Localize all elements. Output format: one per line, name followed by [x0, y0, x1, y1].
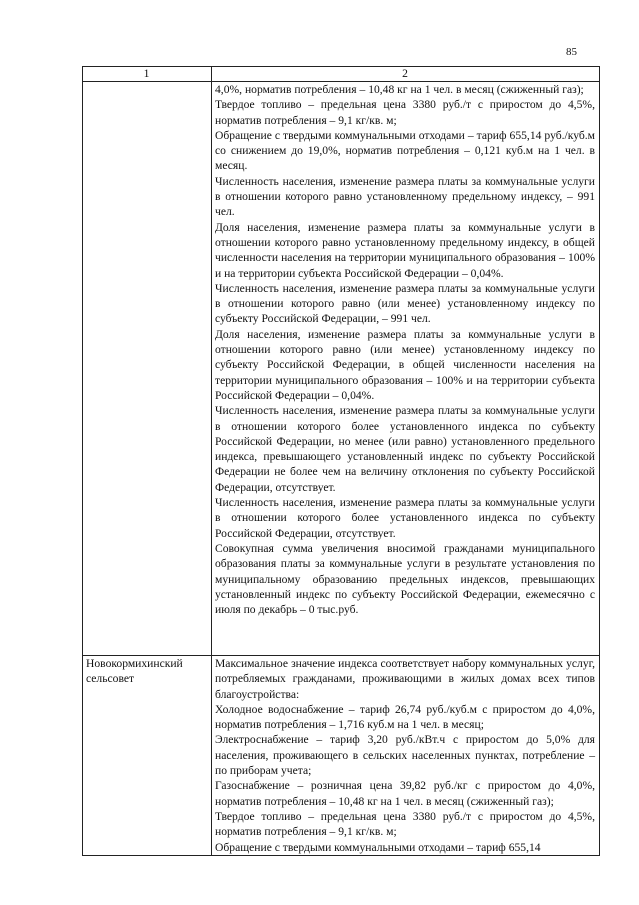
- paragraph: Газоснабжение – розничная цена 39,82 руб./кг с приростом до 4,0%, норматив потребления – 10,48 кг на 1 чел. в месяц (сжиженный газ);: [215, 779, 595, 808]
- column-header-1: 1: [83, 67, 212, 82]
- table-header-row: [83, 67, 600, 82]
- column-header-2: 2: [212, 67, 600, 82]
- document-table: [82, 66, 600, 856]
- paragraph: Твердое топливо – предельная цена 3380 руб./т с приростом до 4,5%, норматив потребления – 9,1 кг/кв. м;: [215, 809, 595, 839]
- description-cell: [212, 82, 600, 656]
- paragraph: Совокупная сумма увеличения вносимой гражданами муниципального образования платы за коммунальные услуги в результате установления по муниципальному образованию предельных индексов, превышающих установленный индекс по субъекту Российской Федерации, ежемесячно с июля по декабрь – 0 тыс.руб.: [215, 541, 595, 617]
- paragraph: Доля населения, изменение размера платы за коммунальные услуги в отношении которого равно (или менее) установленному индексу по субъекту Российской Федерации, в общей численности населения на территории муниципального образования – 100% и на территории субъекта Российской Федерации – 0,04%.: [215, 327, 595, 402]
- paragraph: Доля населения, изменение размера платы за коммунальные услуги в отношении которого равно установленному предельному индексу, в общей численности населения на территории муниципального образования – 100% и на территории субъекта Российской Федерации – 0,04%.: [215, 220, 595, 280]
- description-cell: [212, 656, 600, 856]
- paragraph: Твердое топливо – предельная цена 3380 руб./т с приростом до 4,5%, норматив потребления – 9,1 кг/кв. м;: [215, 98, 595, 127]
- paragraph: 4,0%, норматив потребления – 10,48 кг на 1 чел. в месяц (сжиженный газ);: [215, 83, 584, 96]
- paragraph: Численность населения, изменение размера платы за коммунальные услуги в отношении которого равно установленному предельному индексу, – 991 чел.: [215, 174, 595, 219]
- table-row: [83, 656, 600, 856]
- table-row: [83, 82, 600, 656]
- municipality-name: Новокормихинский: [86, 657, 183, 670]
- municipality-cell: [83, 82, 212, 656]
- paragraph: Электроснабжение – тариф 3,20 руб./кВт.ч с приростом до 5,0% для населения, проживающего в сельских населенных пунктах, потребление – по приборам учета;: [215, 733, 595, 778]
- paragraph: Максимальное значение индекса соответствует набору коммунальных услуг, потребляемых гражданами, проживающими в жилых домах всех типов благоустройства:: [215, 657, 595, 701]
- paragraph: Холодное водоснабжение – тариф 26,74 руб./куб.м с приростом до 4,0%, норматив потребления – 1,716 куб.м на 1 чел. в месяц;: [215, 702, 595, 732]
- municipality-type: сельсовет: [86, 672, 135, 686]
- paragraph: Численность населения, изменение размера платы за коммунальные услуги в отношении которого более установленного индекса по субъекту Российской Федерации, отсутствует.: [215, 496, 595, 540]
- paragraph: Обращение с твердыми коммунальными отходами – тариф 655,14: [215, 840, 541, 854]
- paragraph: Численность населения, изменение размера платы за коммунальные услуги в отношении которого равно (или менее) установленному индексу по субъекту Российской Федерации, – 991 чел.: [215, 281, 595, 326]
- municipality-cell: [83, 656, 212, 856]
- paragraph: Обращение с твердыми коммунальными отходами – тариф 655,14 руб./куб.м со снижением до 19,0%, норматив потребления – 0,121 куб.м на 1 чел. в месяц.: [215, 128, 595, 173]
- page-number: 85: [566, 46, 577, 58]
- paragraph: Численность населения, изменение размера платы за коммунальные услуги в отношении которого более установленного индекса по субъекту Российской Федерации, но менее (или равно) установленного предельного индекса, превышающего установленный индекс по субъекту Российской Федерации не более чем на величину отклонения по субъекту Российской Федерации, отсутствует.: [215, 404, 595, 494]
